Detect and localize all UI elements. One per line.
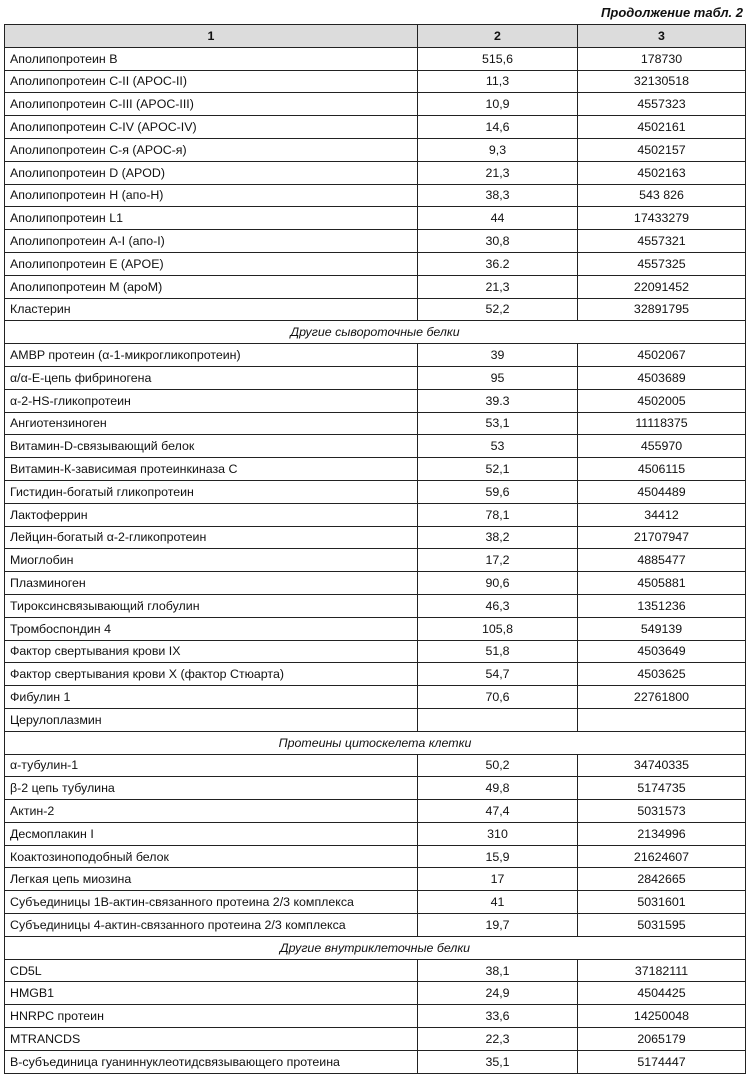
id-cell: 4502161 xyxy=(578,116,746,139)
section-title: Протеины цитоскелета клетки xyxy=(5,731,746,754)
table-row xyxy=(5,275,746,298)
mass-cell: 78,1 xyxy=(418,503,578,526)
table-row xyxy=(5,800,746,823)
id-cell: 5174735 xyxy=(578,777,746,800)
id-cell: 32891795 xyxy=(578,298,746,321)
table-row xyxy=(5,822,746,845)
mass-cell: 50,2 xyxy=(418,754,578,777)
table-row xyxy=(5,435,746,458)
id-cell xyxy=(578,708,746,731)
table-row xyxy=(5,47,746,70)
mass-cell: 38,3 xyxy=(418,184,578,207)
id-cell: 5031595 xyxy=(578,914,746,937)
mass-cell: 95 xyxy=(418,366,578,389)
mass-cell: 39.3 xyxy=(418,389,578,412)
table-row xyxy=(5,298,746,321)
id-cell: 34740335 xyxy=(578,754,746,777)
id-cell: 32130518 xyxy=(578,70,746,93)
table-row xyxy=(5,959,746,982)
id-cell: 4502067 xyxy=(578,344,746,367)
mass-cell: 52,2 xyxy=(418,298,578,321)
id-cell: 2134996 xyxy=(578,822,746,845)
protein-name-cell: β-2 цепь тубулина xyxy=(5,777,418,800)
id-cell: 4557325 xyxy=(578,252,746,275)
table-row xyxy=(5,389,746,412)
protein-name-cell: Субъединицы 4-актин-связанного протеина 2/3 комплекса xyxy=(5,914,418,937)
protein-name-cell: Актин-2 xyxy=(5,800,418,823)
table-row xyxy=(5,1005,746,1028)
protein-name-cell: Лейцин-богатый α-2-гликопротеин xyxy=(5,526,418,549)
section-row xyxy=(5,731,746,754)
id-cell: 5031601 xyxy=(578,891,746,914)
mass-cell: 53 xyxy=(418,435,578,458)
table-row xyxy=(5,1028,746,1051)
table-row xyxy=(5,458,746,481)
table-row xyxy=(5,116,746,139)
mass-cell: 51,8 xyxy=(418,640,578,663)
protein-name-cell: Миоглобин xyxy=(5,549,418,572)
protein-name-cell: Аполипопротеин A-I (апо-I) xyxy=(5,230,418,253)
section-title: Другие сывороточные белки xyxy=(5,321,746,344)
table-row xyxy=(5,344,746,367)
mass-cell: 46,3 xyxy=(418,594,578,617)
id-cell: 4503649 xyxy=(578,640,746,663)
mass-cell: 30,8 xyxy=(418,230,578,253)
mass-cell: 47,4 xyxy=(418,800,578,823)
mass-cell: 15,9 xyxy=(418,845,578,868)
protein-name-cell: Фибулин 1 xyxy=(5,686,418,709)
id-cell: 4503625 xyxy=(578,663,746,686)
table-row xyxy=(5,207,746,230)
id-cell: 34412 xyxy=(578,503,746,526)
mass-cell: 53,1 xyxy=(418,412,578,435)
mass-cell: 17 xyxy=(418,868,578,891)
protein-name-cell: CD5L xyxy=(5,959,418,982)
table-row xyxy=(5,686,746,709)
table-row xyxy=(5,366,746,389)
table-row xyxy=(5,708,746,731)
id-cell: 4502157 xyxy=(578,138,746,161)
table-row xyxy=(5,594,746,617)
id-cell: 455970 xyxy=(578,435,746,458)
table-row xyxy=(5,845,746,868)
header-col-1: 1 xyxy=(5,25,418,48)
mass-cell: 52,1 xyxy=(418,458,578,481)
table-row xyxy=(5,138,746,161)
protein-name-cell: Субъединицы 1В-актин-связанного протеина 2/3 комплекса xyxy=(5,891,418,914)
id-cell: 2842665 xyxy=(578,868,746,891)
mass-cell: 17,2 xyxy=(418,549,578,572)
protein-name-cell: HNRPC протеин xyxy=(5,1005,418,1028)
header-row xyxy=(5,25,746,48)
protein-name-cell: Аполипопротеин C-IV (APOC-IV) xyxy=(5,116,418,139)
id-cell: 21624607 xyxy=(578,845,746,868)
mass-cell xyxy=(418,708,578,731)
protein-table xyxy=(4,24,746,1074)
id-cell: 4502005 xyxy=(578,389,746,412)
protein-name-cell: MTRANCDS xyxy=(5,1028,418,1051)
id-cell: 4885477 xyxy=(578,549,746,572)
protein-name-cell: Аполипопротеин H (апо-H) xyxy=(5,184,418,207)
protein-name-cell: Ангиотензиноген xyxy=(5,412,418,435)
mass-cell: 19,7 xyxy=(418,914,578,937)
id-cell: 4557321 xyxy=(578,230,746,253)
id-cell: 178730 xyxy=(578,47,746,70)
mass-cell: 11,3 xyxy=(418,70,578,93)
table-row xyxy=(5,252,746,275)
table-row xyxy=(5,526,746,549)
table-body xyxy=(5,47,746,1073)
protein-name-cell: Витамин-D-связывающий белок xyxy=(5,435,418,458)
protein-name-cell: Церулоплазмин xyxy=(5,708,418,731)
protein-name-cell: Легкая цепь миозина xyxy=(5,868,418,891)
table-row xyxy=(5,754,746,777)
table-row xyxy=(5,663,746,686)
protein-name-cell: Коактозиноподобный белок xyxy=(5,845,418,868)
id-cell: 5031573 xyxy=(578,800,746,823)
id-cell: 4506115 xyxy=(578,458,746,481)
id-cell: 2065179 xyxy=(578,1028,746,1051)
table-row xyxy=(5,184,746,207)
protein-name-cell: HMGB1 xyxy=(5,982,418,1005)
table-row xyxy=(5,70,746,93)
mass-cell: 59,6 xyxy=(418,480,578,503)
table-row xyxy=(5,617,746,640)
protein-name-cell: Тироксинсвязывающий глобулин xyxy=(5,594,418,617)
id-cell: 21707947 xyxy=(578,526,746,549)
protein-name-cell: Тромбоспондин 4 xyxy=(5,617,418,640)
mass-cell: 21,3 xyxy=(418,275,578,298)
table-row xyxy=(5,640,746,663)
id-cell: 543 826 xyxy=(578,184,746,207)
mass-cell: 33,6 xyxy=(418,1005,578,1028)
id-cell: 4503689 xyxy=(578,366,746,389)
mass-cell: 90,6 xyxy=(418,572,578,595)
mass-cell: 10,9 xyxy=(418,93,578,116)
section-row xyxy=(5,936,746,959)
mass-cell: 105,8 xyxy=(418,617,578,640)
mass-cell: 35,1 xyxy=(418,1050,578,1073)
protein-name-cell: Фактор свертывания крови IX xyxy=(5,640,418,663)
protein-name-cell: AMBP протеин (α-1-микрогликопротеин) xyxy=(5,344,418,367)
id-cell: 37182111 xyxy=(578,959,746,982)
protein-name-cell: Аполипопротеин M (apoM) xyxy=(5,275,418,298)
mass-cell: 24,9 xyxy=(418,982,578,1005)
protein-name-cell: α/α-E-цепь фибриногена xyxy=(5,366,418,389)
table-row xyxy=(5,1050,746,1073)
id-cell: 4502163 xyxy=(578,161,746,184)
header-col-3: 3 xyxy=(578,25,746,48)
id-cell: 4504425 xyxy=(578,982,746,1005)
table-row xyxy=(5,549,746,572)
mass-cell: 41 xyxy=(418,891,578,914)
protein-name-cell: Аполипопротеин L1 xyxy=(5,207,418,230)
mass-cell: 36.2 xyxy=(418,252,578,275)
protein-name-cell: Десмоплакин I xyxy=(5,822,418,845)
mass-cell: 310 xyxy=(418,822,578,845)
mass-cell: 39 xyxy=(418,344,578,367)
protein-name-cell: Лактоферрин xyxy=(5,503,418,526)
mass-cell: 38,2 xyxy=(418,526,578,549)
table-row xyxy=(5,982,746,1005)
id-cell: 14250048 xyxy=(578,1005,746,1028)
table-row xyxy=(5,480,746,503)
mass-cell: 21,3 xyxy=(418,161,578,184)
id-cell: 1351236 xyxy=(578,594,746,617)
protein-name-cell: Кластерин xyxy=(5,298,418,321)
id-cell: 4504489 xyxy=(578,480,746,503)
table-caption: Продолжение табл. 2 xyxy=(601,5,743,20)
table-row xyxy=(5,412,746,435)
mass-cell: 70,6 xyxy=(418,686,578,709)
protein-name-cell: Аполипопротеин D (APOD) xyxy=(5,161,418,184)
table-row xyxy=(5,93,746,116)
id-cell: 11118375 xyxy=(578,412,746,435)
table-row xyxy=(5,230,746,253)
protein-name-cell: α-2-HS-гликопротеин xyxy=(5,389,418,412)
protein-name-cell: Аполипопротеин C-я (APOC-я) xyxy=(5,138,418,161)
id-cell: 4505881 xyxy=(578,572,746,595)
id-cell: 17433279 xyxy=(578,207,746,230)
id-cell: 5174447 xyxy=(578,1050,746,1073)
id-cell: 549139 xyxy=(578,617,746,640)
protein-name-cell: Аполипопротеин E (APOE) xyxy=(5,252,418,275)
table-row xyxy=(5,503,746,526)
protein-name-cell: Гистидин-богатый гликопротеин xyxy=(5,480,418,503)
table-row xyxy=(5,891,746,914)
mass-cell: 44 xyxy=(418,207,578,230)
mass-cell: 38,1 xyxy=(418,959,578,982)
id-cell: 4557323 xyxy=(578,93,746,116)
protein-name-cell: Аполипопротеин B xyxy=(5,47,418,70)
section-title: Другие внутриклеточные белки xyxy=(5,936,746,959)
protein-name-cell: Аполипопротеин C-II (APOC-II) xyxy=(5,70,418,93)
protein-name-cell: α-тубулин-1 xyxy=(5,754,418,777)
mass-cell: 9,3 xyxy=(418,138,578,161)
table-row xyxy=(5,572,746,595)
mass-cell: 54,7 xyxy=(418,663,578,686)
protein-name-cell: B-субъединица гуаниннуклеотидсвязывающего протеина xyxy=(5,1050,418,1073)
section-row xyxy=(5,321,746,344)
header-col-2: 2 xyxy=(418,25,578,48)
protein-name-cell: Витамин-К-зависимая протеинкиназа С xyxy=(5,458,418,481)
mass-cell: 14,6 xyxy=(418,116,578,139)
table-row xyxy=(5,161,746,184)
protein-name-cell: Фактор свертывания крови X (фактор Стюарта) xyxy=(5,663,418,686)
mass-cell: 49,8 xyxy=(418,777,578,800)
id-cell: 22761800 xyxy=(578,686,746,709)
protein-name-cell: Аполипопротеин C-III (APOC-III) xyxy=(5,93,418,116)
table-row xyxy=(5,914,746,937)
protein-name-cell: Плазминоген xyxy=(5,572,418,595)
mass-cell: 22,3 xyxy=(418,1028,578,1051)
table-row xyxy=(5,777,746,800)
id-cell: 22091452 xyxy=(578,275,746,298)
table-row xyxy=(5,868,746,891)
mass-cell: 515,6 xyxy=(418,47,578,70)
